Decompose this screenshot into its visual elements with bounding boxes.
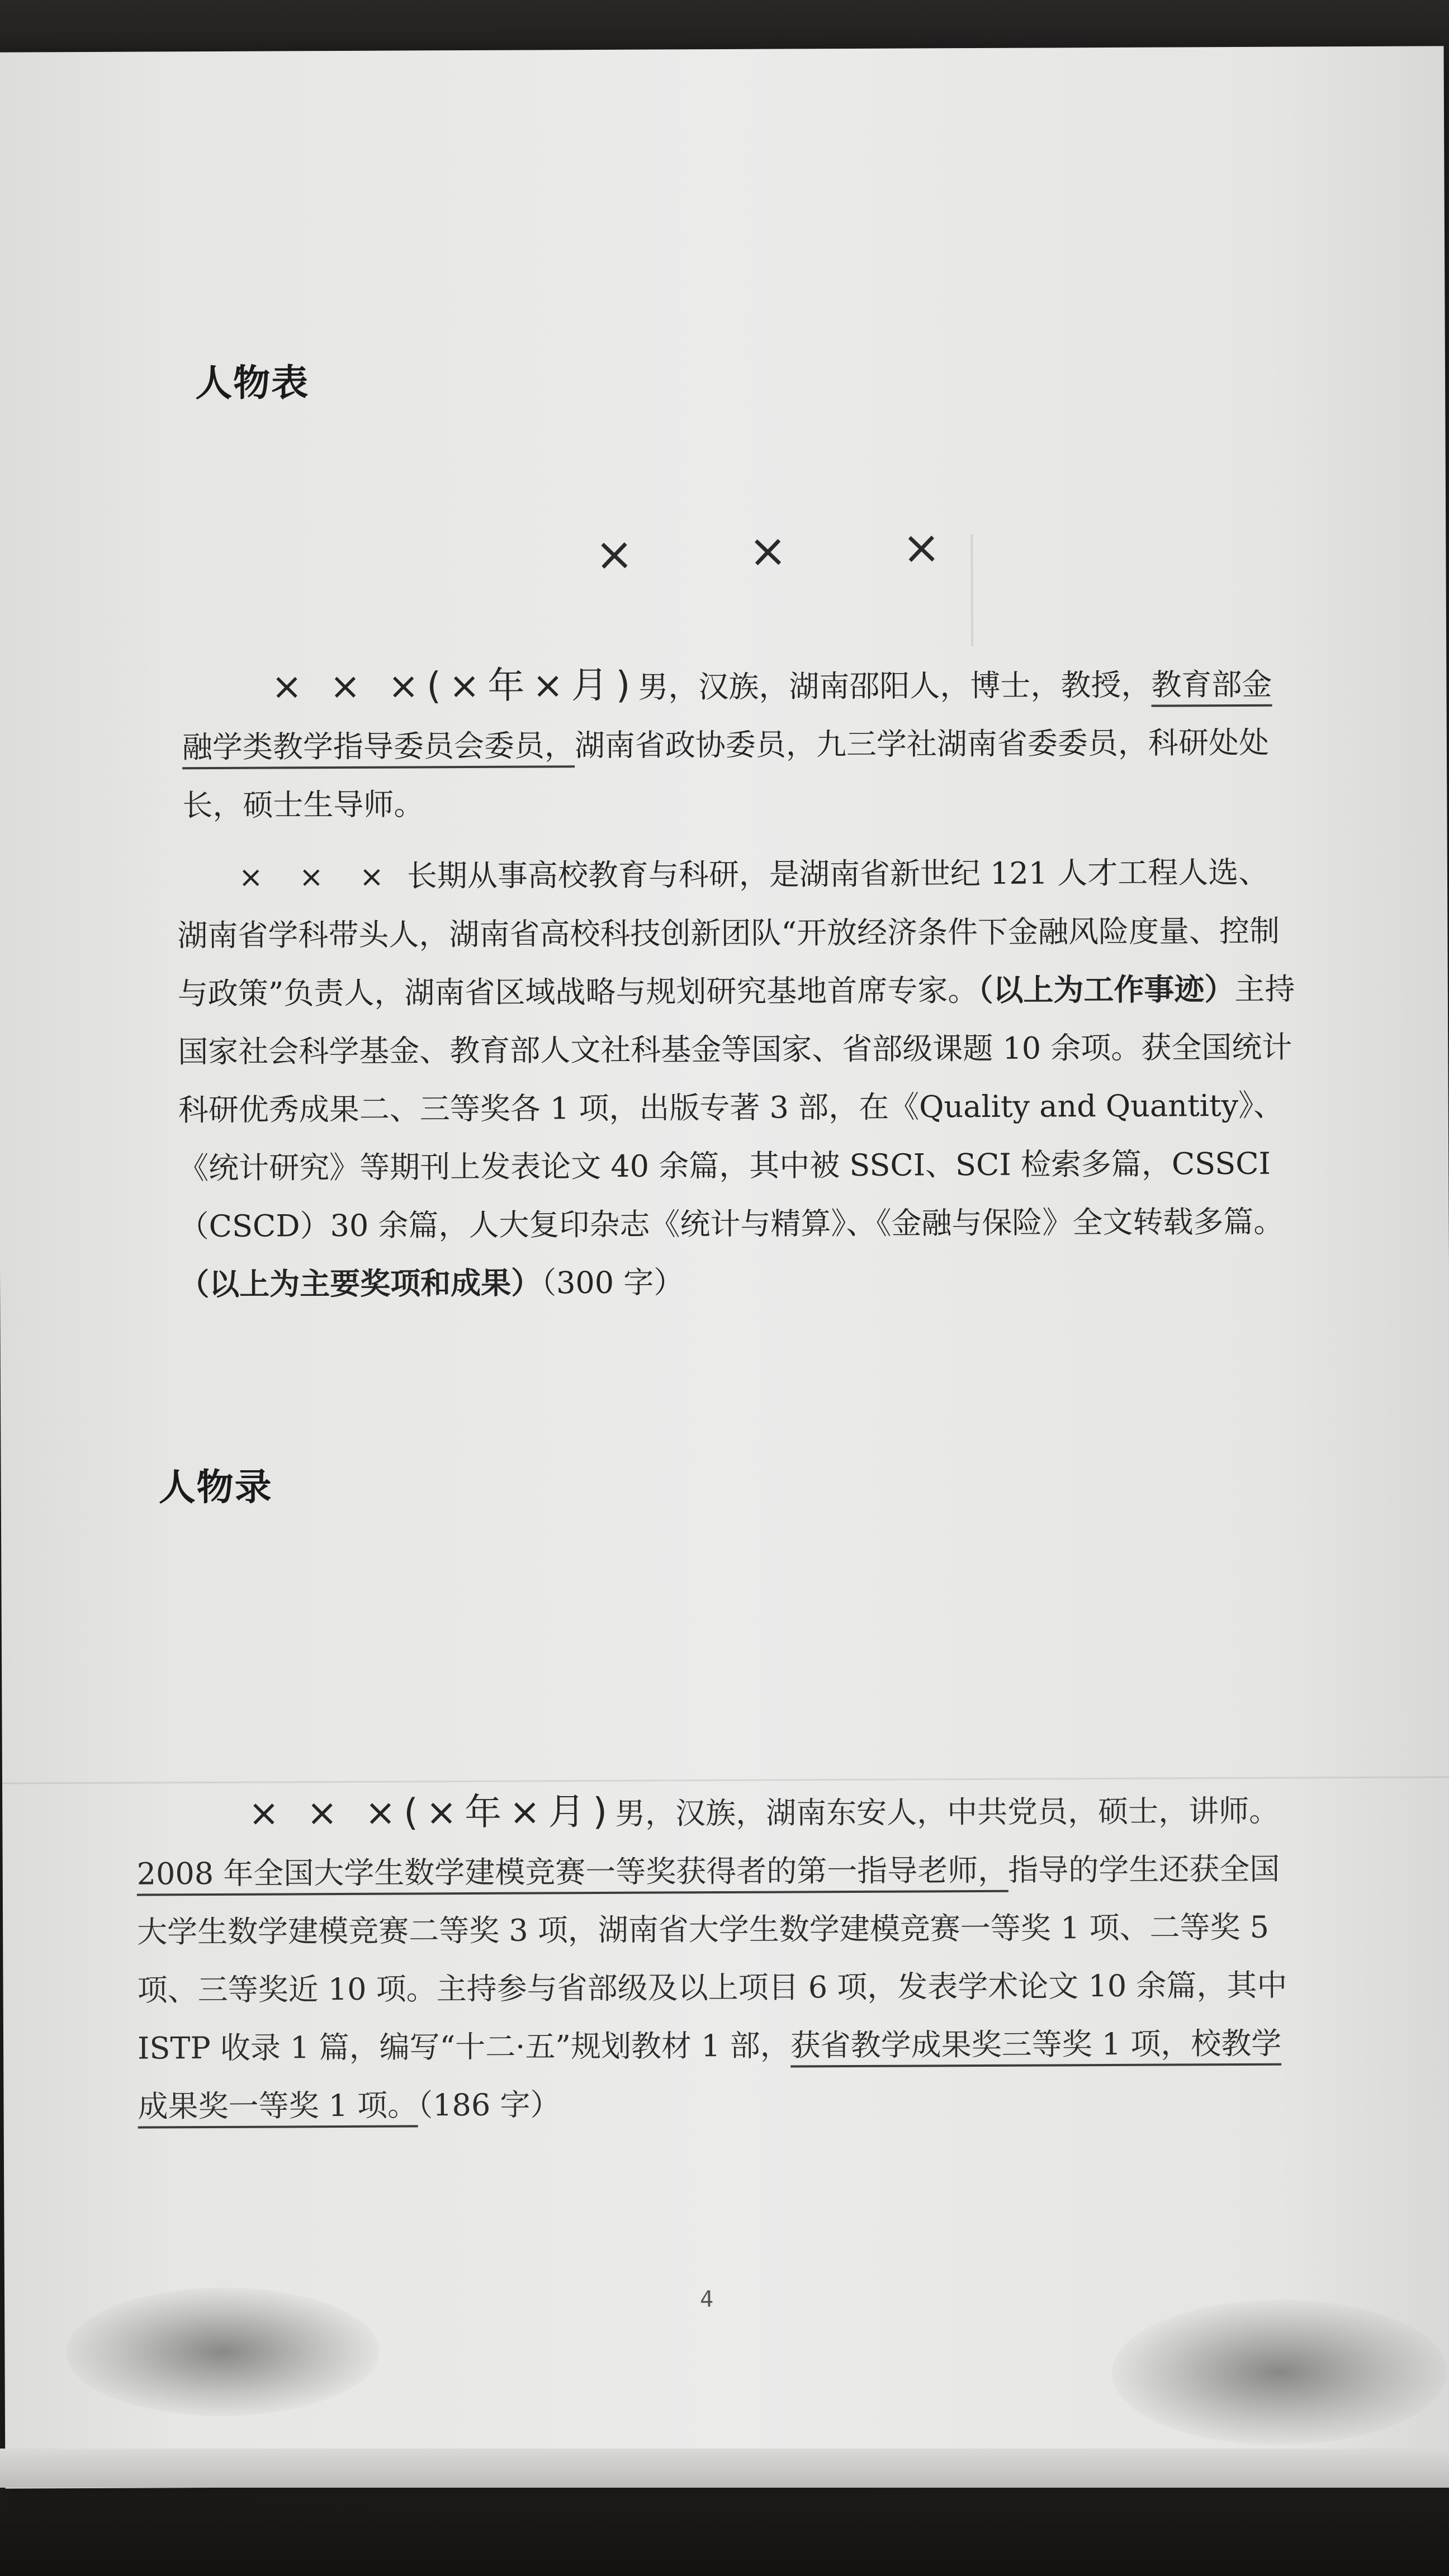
paper-sheet xyxy=(0,46,1449,2488)
bio2-bold-note-2: （以上为主要奖项和成果） xyxy=(178,1265,542,1303)
bio1-text-2: 湖南省政协委员，九三学社湖南省委委员，科研处处长，硕士生导师。 xyxy=(182,724,1270,823)
bio1-text-1: 男，汉族，湖南邵阳人，博士，教授， xyxy=(638,667,1152,705)
biography-paragraph-3 xyxy=(136,1780,1290,2136)
bio3-text-1: 男，汉族，湖南东安人，中共党员，硕士，讲师。 xyxy=(615,1793,1280,1831)
bio2-bold-note-1: （以上为工作事迹） xyxy=(978,972,1235,1008)
toner-smudge-left xyxy=(66,2287,380,2417)
bio2-word-count: （300 字） xyxy=(541,1265,684,1301)
bio3-underlined-2: 获省教学成果奖三等奖 1 项，校教学成果奖一等奖 1 项。 xyxy=(138,2026,1281,2129)
section-heading-1: 人物表 xyxy=(195,361,310,405)
handwritten-name: × × × xyxy=(594,519,992,582)
section-heading-2: 人物录 xyxy=(158,1465,273,1509)
toner-smudge-right xyxy=(1111,2299,1447,2446)
handwritten-name-date: × × ×(×年×月) xyxy=(271,663,638,708)
handwritten-name-date-2: × × ×(×年×月) xyxy=(248,1789,615,1835)
bio3-underlined-1: 2008 年全国大学生数学建模竞赛一等奖获得者的第一指导老师， xyxy=(137,1853,1008,1896)
bio2-text-2: 主持国家社会科学基金、教育部人文社科基金等国家、省部级课题 10 余项。获全国统计科研优秀成果二、三等奖各 1 项，出版专著 3 部，在《Quality and Quantity》、《统计研究》等期刊上发表论文 40 余篇，其中被 SSCI、SCI 检索多篇，CSSCI（CSCD）30 余篇，人大复印杂志《统计与精算》、《金融与保险》全文转载多篇。 xyxy=(178,971,1295,1244)
bio3-word-count: （186 字） xyxy=(418,2087,561,2123)
bio3-text-2: 指导的学生还获全国大学生数学建模竞赛二等奖 3 项，湖南省大学生数学建模竞赛一等奖 1 项、二等奖 5 项、三等奖近 10 项。主持参与省部级及以上项目 6 项，发表学术论文 10 余篇，其中 ISTP 收录 1 篇，编写“十二·五”规划教材 1 部， xyxy=(137,1851,1287,2066)
biography-paragraph-2 xyxy=(177,844,1298,1314)
bio2-text-1: 长期从事高校教育与科研，是湖南省新世纪 121 人才工程人选、湖南省学科带头人，湖南省高校科技创新团队“开放经济条件下金融风险度量、控制与政策”负责人，湖南省区域战略与规划研究基地首席专家。 xyxy=(177,854,1280,1012)
handwritten-name-short: × × × xyxy=(238,860,397,894)
page-number: 4 xyxy=(699,2286,714,2313)
paper-bottom-edge xyxy=(0,2449,1449,2488)
bio1-underlined-1: 教育部金融学类教学指导委员会委员， xyxy=(182,667,1272,770)
biography-paragraph-1 xyxy=(182,653,1300,835)
